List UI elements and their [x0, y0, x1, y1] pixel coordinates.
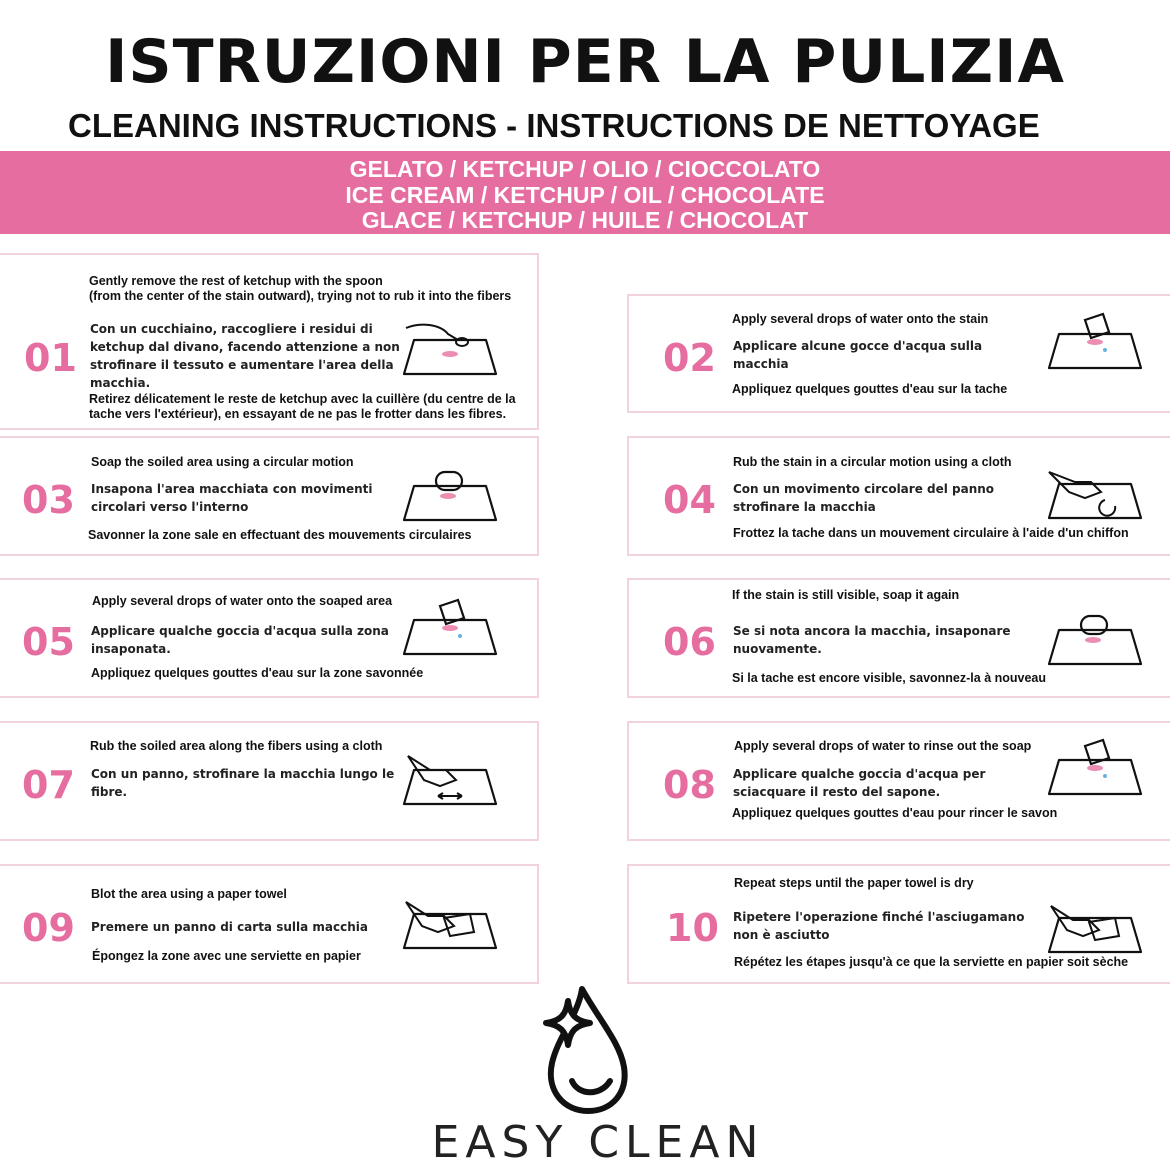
step-number: 05 [22, 620, 75, 664]
page-subtitle: CLEANING INSTRUCTIONS - INSTRUCTIONS DE NETTOYAGE [68, 107, 1040, 144]
step-text-it: Premere un panno di carta sulla macchia [91, 920, 368, 934]
step-text-fr: Savonner la zone sale en effectuant des mouvements circulaires [88, 528, 472, 542]
stain-types-it: GELATO / KETCHUP / OLIO / CIOCCOLATO [349, 156, 821, 182]
paper-towel-icon [1045, 896, 1145, 956]
step-text-it: Con un cucchiaino, raccogliere i residui di ketchup dal divano, facendo attenzione a non strofinare il tessuto e aumentare l'area della macchia. [90, 322, 400, 390]
step-text-it: Con un panno, strofinare la macchia lungo le fibre. [91, 767, 395, 799]
water-glass-icon [1045, 312, 1145, 372]
step-text-en: Rub the stain in a circular motion using a cloth [733, 455, 1012, 469]
step-text-fr: Retirez délicatement le reste de ketchup avec la cuillère (du centre de la tache vers l'extérieur), en essayant de ne pas le frotter dans les fibres. [89, 392, 516, 421]
step-text-it: Applicare qualche goccia d'acqua per sciacquare il resto del sapone. [733, 767, 986, 799]
cloth-circular-icon [1045, 462, 1145, 522]
step-text-fr: Épongez la zone avec une serviette en papier [92, 949, 361, 963]
spoon-icon [400, 318, 500, 378]
step-text-it: Con un movimento circolare del panno strofinare la macchia [733, 482, 995, 514]
page-title: ISTRUZIONI PER LA PULIZIA [105, 27, 1065, 97]
step-text-en: Apply several drops of water to rinse out the soap [734, 739, 1032, 753]
step-number: 01 [24, 336, 77, 380]
step-text-fr: Si la tache est encore visible, savonnez-la à nouveau [732, 671, 1047, 685]
step-text-it: Se si nota ancora la macchia, insaponare nuovamente. [733, 624, 1011, 656]
step-number: 08 [663, 763, 716, 807]
step-text-fr: Appliquez quelques gouttes d'eau pour rincer le savon [732, 806, 1058, 820]
step-text-en: Apply several drops of water onto the soaped area [92, 594, 393, 608]
step-number: 04 [663, 478, 716, 522]
step-text-fr: Frottez la tache dans un mouvement circulaire à l'aide d'un chiffon [733, 526, 1129, 540]
step-number: 03 [22, 478, 75, 522]
brand-name: EASY CLEAN [431, 1117, 765, 1168]
step-text-fr: Appliquez quelques gouttes d'eau sur la zone savonnée [91, 666, 424, 680]
stain-types-en: ICE CREAM / KETCHUP / OIL / CHOCOLATE [345, 181, 825, 208]
step-number: 07 [22, 763, 75, 807]
soap-icon [1045, 608, 1145, 668]
step-text-en: If the stain is still visible, soap it again [732, 588, 960, 602]
step-text-fr: Appliquez quelques gouttes d'eau sur la tache [732, 382, 1008, 396]
step-text-en: Blot the area using a paper towel [91, 887, 287, 901]
step-number: 06 [663, 620, 716, 664]
step-text-it: Applicare alcune gocce d'acqua sulla macchia [733, 339, 983, 371]
step-number: 02 [663, 336, 716, 380]
step-text-it: Insapona l'area macchiata con movimenti circolari verso l'interno [91, 482, 373, 514]
water-glass-icon [1045, 738, 1145, 798]
step-number: 09 [22, 906, 75, 950]
stain-types-band [0, 151, 1170, 234]
step-text-it: Ripetere l'operazione finché l'asciugamano non è asciutto [733, 910, 1025, 942]
step-text-en: Rub the soiled area along the fibers using a cloth [90, 739, 383, 753]
soap-icon [400, 464, 500, 524]
stain-types-fr: GLACE / KETCHUP / HUILE / CHOCOLAT [361, 207, 809, 233]
water-glass-icon [400, 598, 500, 658]
step-number: 10 [666, 906, 719, 950]
drop-sparkle-icon [520, 985, 650, 1115]
step-text-en: Repeat steps until the paper towel is dry [734, 876, 974, 890]
step-text-en: Apply several drops of water onto the stain [732, 312, 989, 326]
step-text-it: Applicare qualche goccia d'acqua sulla zona insaponata. [91, 624, 389, 656]
cloth-linear-icon [400, 748, 500, 808]
step-text-en: Gently remove the rest of ketchup with the spoon (from the center of the stain outward), trying not to rub it into the fibers [89, 274, 512, 303]
step-text-en: Soap the soiled area using a circular motion [91, 455, 354, 469]
paper-towel-icon [400, 892, 500, 952]
step-text-fr: Répétez les étapes jusqu'à ce que la serviette en papier soit sèche [734, 955, 1129, 969]
